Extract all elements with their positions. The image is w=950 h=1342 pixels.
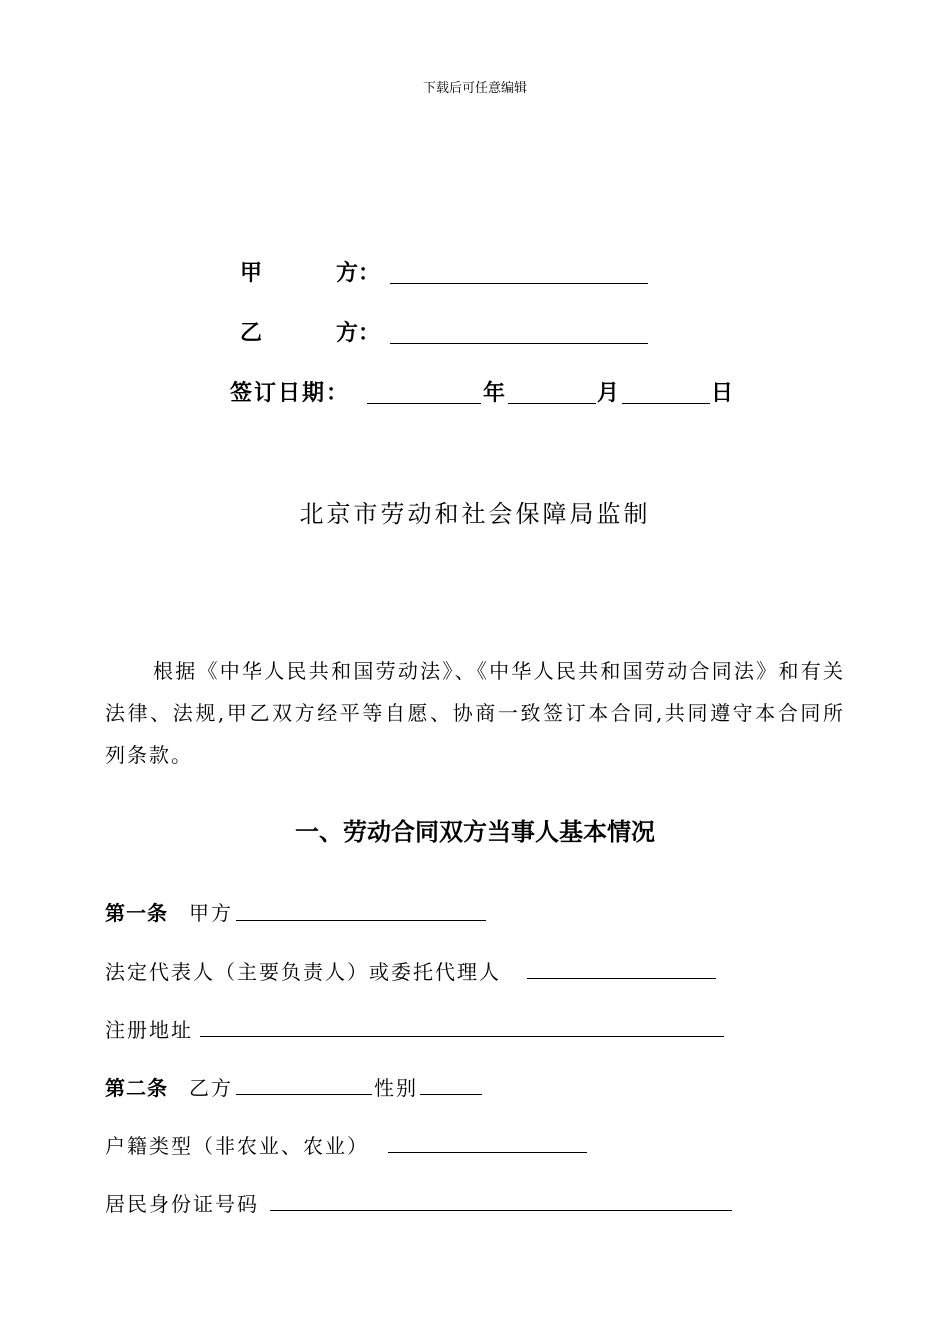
id-number-label: 居民身份证号码	[105, 1192, 259, 1216]
legal-rep-label: 法定代表人（主要负责人）或委托代理人	[105, 960, 501, 984]
supervisor-text: 北京市劳动和社会保障局监制	[299, 500, 651, 528]
sign-month-blank[interactable]	[508, 403, 596, 404]
article2-party-b-label: 乙方	[189, 1076, 233, 1100]
party-b-suffix: 方：	[336, 321, 381, 346]
gender-label: 性别	[374, 1076, 418, 1100]
sign-year-label: 年	[483, 381, 506, 406]
sign-year-blank[interactable]	[367, 403, 481, 404]
party-a-blank[interactable]	[390, 283, 648, 284]
article1-party-a-blank[interactable]	[236, 920, 486, 921]
id-number-blank[interactable]	[270, 1210, 732, 1211]
sign-date-label: 签订日期：	[230, 381, 351, 406]
party-a-suffix: 方：	[336, 261, 381, 286]
party-b-label: 乙	[240, 321, 263, 346]
article1-label: 第一条	[105, 901, 168, 925]
article2-party-b-blank[interactable]	[236, 1094, 372, 1095]
section-title: 一、劳动合同双方当事人基本情况	[295, 818, 655, 846]
sign-day-blank[interactable]	[622, 403, 710, 404]
legal-rep-blank[interactable]	[527, 978, 716, 979]
article2-label: 第二条	[105, 1076, 168, 1100]
intro-paragraph: 根据《中华人民共和国劳动法》、《中华人民共和国劳动合同法》和有关法律、法规,甲乙双方经平等自愿、协商一致签订本合同,共同遵守本合同所列条款。	[105, 659, 845, 767]
sign-day-label: 日	[711, 381, 734, 406]
reg-address-label: 注册地址	[105, 1018, 193, 1042]
household-type-blank[interactable]	[388, 1152, 587, 1153]
party-a-label: 甲	[240, 261, 263, 286]
header-note: 下载后可任意编辑	[422, 81, 527, 96]
sign-month-label: 月	[597, 381, 620, 406]
gender-blank[interactable]	[420, 1094, 482, 1095]
article1-party-a-label: 甲方	[189, 901, 233, 925]
party-b-blank[interactable]	[390, 343, 648, 344]
household-type-label: 户籍类型（非农业、农业）	[105, 1134, 369, 1158]
reg-address-blank[interactable]	[200, 1036, 724, 1037]
